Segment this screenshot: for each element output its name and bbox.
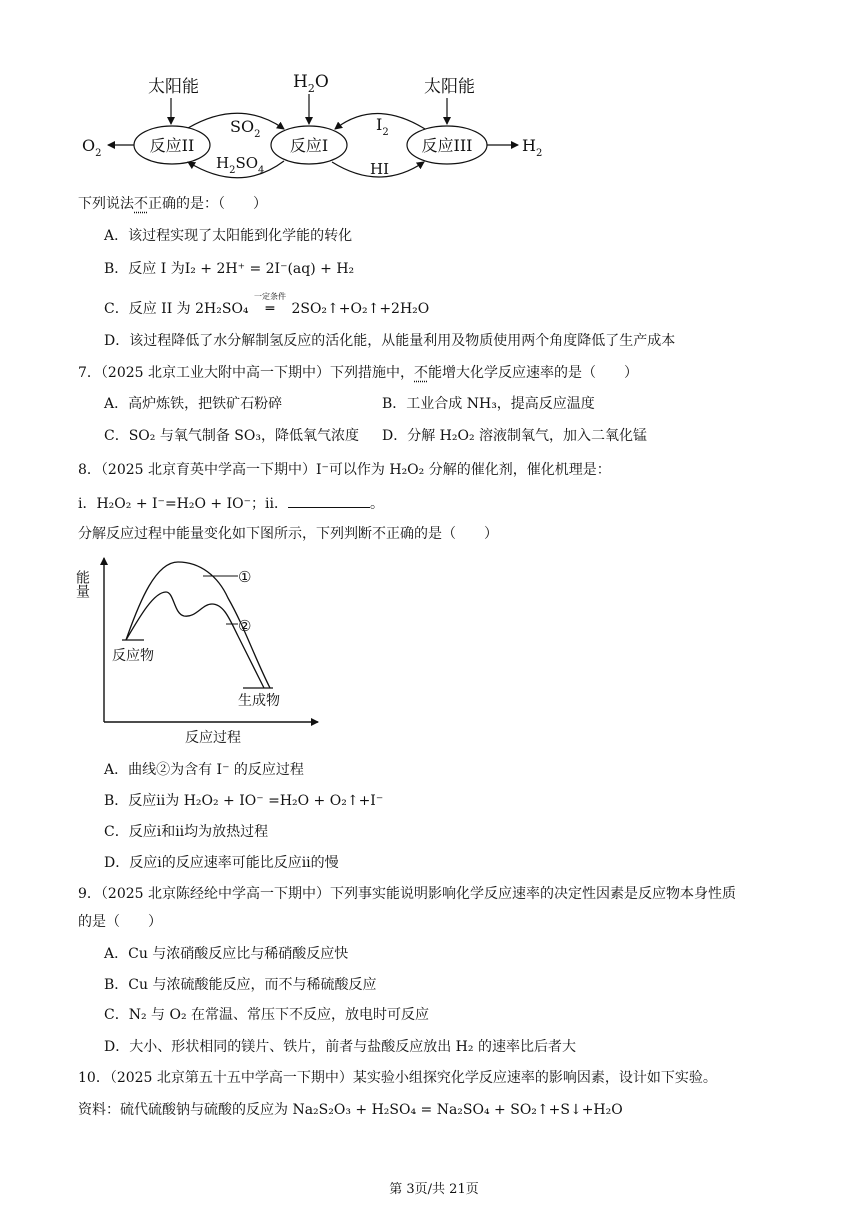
q7-option-d: D．分解 H₂O₂ 溶液制氧气，加入二氧化锰	[382, 428, 648, 444]
chart-ylabel: 能量	[74, 570, 90, 598]
curve-2	[126, 592, 264, 688]
q8-stem: 8．（2025 北京育英中学高一下期中）I⁻可以作为 H₂O₂ 分解的催化剂，催化机理是：	[78, 462, 611, 478]
reaction1-label: 反应I	[289, 136, 329, 155]
q6-stem-text: 下列说法	[78, 196, 134, 212]
o2-label: $O_2$	[82, 136, 102, 159]
reaction3-label: 反应III	[421, 136, 473, 155]
hi-label: HI	[370, 160, 390, 178]
solar-label-right: 太阳能	[424, 77, 475, 97]
q10-stem: 10．（2025 北京第五十五中学高一下期中）某实验小组探究化学反应速率的影响因素，设计如下实验。	[78, 1070, 717, 1086]
q6-option-a: A．该过程实现了太阳能到化学能的转化	[104, 228, 353, 244]
q6-stem-emph: 不	[134, 196, 148, 212]
q9-option-c: C．N₂ 与 O₂ 在常温、常压下不反应，放电时可反应	[104, 1007, 430, 1023]
product-label: 生成物	[238, 693, 280, 709]
q7-stem-post: 能增大化学反应速率的是（ ）	[428, 365, 638, 381]
so2-label: $SO_2$	[230, 117, 261, 140]
q7-stem	[78, 363, 638, 383]
energy-profile-chart	[74, 552, 328, 748]
q8-option-b: B．反应ii为 H₂O₂ + IO⁻ =H₂O + O₂↑+I⁻	[104, 793, 384, 809]
chart-xlabel: 反应过程	[185, 730, 241, 746]
q6-stem	[78, 194, 267, 214]
h2-label: $H_2$	[522, 136, 543, 159]
q8-intro: 分解反应过程中能量变化如下图所示，下列判断不正确的是（ ）	[78, 526, 498, 542]
q9-option-d: D．大小、形状相同的镁片、铁片，前者与盐酸反应放出 H₂ 的速率比后者大	[104, 1039, 576, 1055]
q8-mechanism	[78, 493, 384, 514]
q6-option-c-pre: C．反应 II 为 2H₂SO₄	[104, 301, 249, 317]
q6-option-d: D．该过程降低了水分解制氢反应的活化能，从能量利用及物质使用两个角度降低了生产成本	[104, 333, 676, 349]
q7-option-c: C．SO₂ 与氧气制备 SO₃，降低氧气浓度	[104, 428, 359, 444]
q6-option-c	[104, 292, 430, 319]
q6-option-b: B．反应 I 为I₂ + 2H⁺ = 2I⁻(aq) + H₂	[104, 261, 355, 277]
q8-answer-blank[interactable]	[288, 493, 370, 508]
q10-data: 资料：硫代硫酸钠与硫酸的反应为 Na₂S₂O₃ + H₂SO₄ = Na₂SO₄ + SO₂↑+S↓+H₂O	[78, 1102, 623, 1118]
q8-option-d: D．反应i的反应速率可能比反应ii的慢	[104, 855, 339, 871]
curve1-label: ①	[238, 568, 252, 586]
q6-option-c-post: 2SO₂↑+O₂↑+2H₂O	[291, 301, 430, 317]
h2so4-label: $H_2SO_4$	[216, 154, 265, 176]
q8-mechanism-end: 。	[369, 496, 384, 512]
page-number: 第 3页/共 21页	[389, 1182, 479, 1197]
q6-equals: ═	[265, 301, 275, 317]
reaction-cycle-diagram	[70, 62, 560, 187]
q9-stem-line1: 9．（2025 北京陈经纶中学高一下期中）下列事实能说明影响化学反应速率的决定性因素是反应物本身性质	[78, 886, 736, 902]
q7-stem-pre: 7．（2025 北京工业大附中高一下期中）下列措施中，	[78, 365, 414, 381]
q9-stem-line2: 的是（ ）	[78, 914, 162, 930]
q6-stem-tail: 正确的是：（ ）	[148, 196, 267, 212]
q7-option-a: A．高炉炼铁，把铁矿石粉碎	[104, 396, 283, 412]
reaction2-label: 反应II	[149, 136, 195, 155]
i2-label: $I_2$	[376, 115, 389, 138]
reactant-label: 反应物	[112, 648, 154, 664]
q8-option-a: A．曲线②为含有 I⁻ 的反应过程	[104, 762, 304, 778]
curve2-label: ②	[238, 617, 252, 635]
q7-stem-emph: 不	[414, 365, 428, 381]
water-label: $H_2O$	[293, 72, 329, 95]
solar-label-left: 太阳能	[148, 77, 199, 97]
q9-option-a: A．Cu 与浓硝酸反应比与稀硝酸反应快	[104, 946, 349, 962]
q8-mechanism-text: i．H₂O₂ + I⁻=H₂O + IO⁻；ii．	[78, 496, 288, 512]
q7-option-b: B．工业合成 NH₃，提高反应温度	[382, 396, 595, 412]
q6-condition	[253, 292, 287, 319]
q9-option-b: B．Cu 与浓硫酸能反应，而不与稀硫酸反应	[104, 977, 377, 993]
q8-option-c: C．反应i和ii均为放热过程	[104, 824, 269, 840]
q6-condition-text: 一定条件	[254, 292, 286, 301]
